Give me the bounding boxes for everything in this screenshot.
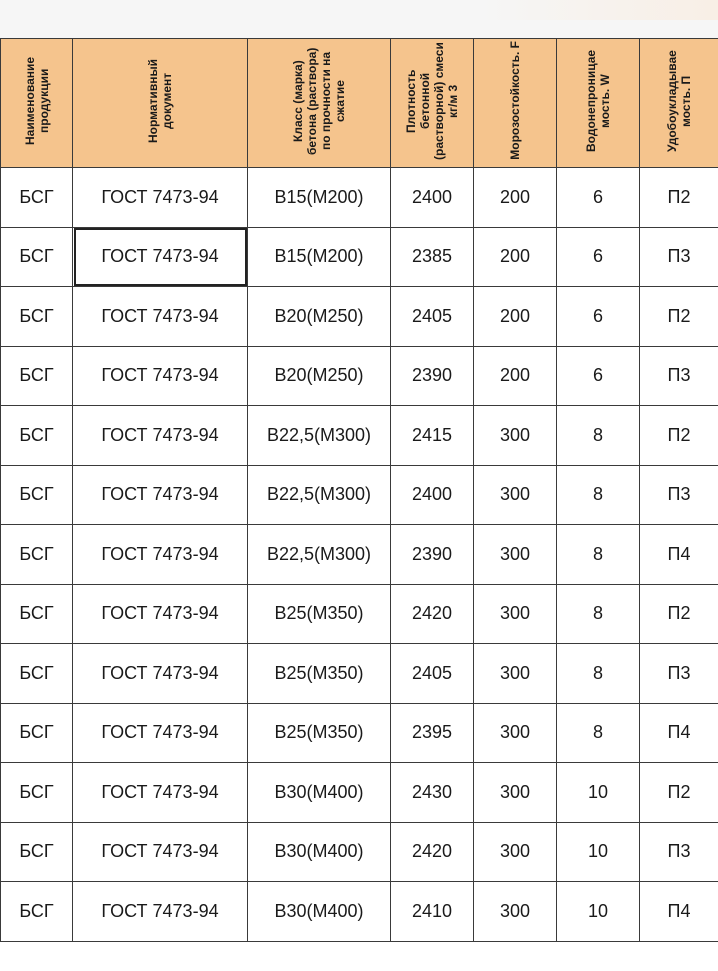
cell-strength-class[interactable]: В15(М200) [248,227,391,287]
cell-strength-class[interactable]: В22,5(М300) [248,525,391,585]
header-product-name[interactable] [1,39,73,168]
cell-workability[interactable]: П2 [640,584,718,644]
concrete-grades-table [0,38,718,942]
cell-frost-resistance[interactable]: 300 [474,465,557,525]
cell-strength-class[interactable]: В22,5(М300) [248,406,391,466]
cell-frost-resistance[interactable]: 300 [474,703,557,763]
table-row [1,644,718,704]
cell-strength-class[interactable]: В20(М250) [248,287,391,347]
cell-document[interactable]: ГОСТ 7473-94 [73,346,248,406]
cell-water-resistance[interactable]: 10 [557,882,640,942]
cell-document[interactable]: ГОСТ 7473-94 [73,763,248,823]
cell-workability[interactable]: П4 [640,525,718,585]
header-strength-class[interactable] [248,39,391,168]
header-label: Наименование продукции [22,56,51,145]
cell-strength-class[interactable]: В25(М350) [248,703,391,763]
header-label: Плотность бетонной (растворной) смеси кг/м 3 [404,41,460,160]
cell-frost-resistance[interactable]: 200 [474,168,557,228]
cell-water-resistance[interactable]: 6 [557,168,640,228]
table-row [1,346,718,406]
cell-water-resistance[interactable]: 10 [557,763,640,823]
cell-density[interactable]: 2405 [391,287,474,347]
cell-water-resistance[interactable]: 6 [557,227,640,287]
header-frost-resistance[interactable] [474,39,557,168]
header-density[interactable] [391,39,474,168]
cell-frost-resistance[interactable]: 300 [474,525,557,585]
cell-density[interactable]: 2390 [391,525,474,585]
cell-product[interactable]: БСГ [1,584,73,644]
cell-product[interactable]: БСГ [1,822,73,882]
header-row [1,39,718,168]
cell-density[interactable]: 2420 [391,584,474,644]
cell-water-resistance[interactable]: 8 [557,703,640,763]
cell-density[interactable]: 2415 [391,406,474,466]
cell-product[interactable]: БСГ [1,287,73,347]
cell-document[interactable]: ГОСТ 7473-94 [73,584,248,644]
cell-workability[interactable]: П4 [640,703,718,763]
cell-product[interactable]: БСГ [1,168,73,228]
table-row [1,465,718,525]
cell-product[interactable]: БСГ [1,525,73,585]
cell-density[interactable]: 2385 [391,227,474,287]
cell-water-resistance[interactable]: 8 [557,525,640,585]
table-row [1,882,718,942]
cell-document[interactable]: ГОСТ 7473-94 [73,168,248,228]
cell-product[interactable]: БСГ [1,644,73,704]
header-workability[interactable] [640,39,718,168]
cell-document[interactable]: ГОСТ 7473-94 [73,227,248,287]
cell-workability[interactable]: П3 [640,822,718,882]
cell-frost-resistance[interactable]: 300 [474,584,557,644]
cell-frost-resistance[interactable]: 300 [474,644,557,704]
cell-frost-resistance[interactable]: 300 [474,406,557,466]
cell-product[interactable]: БСГ [1,763,73,823]
cell-workability[interactable]: П2 [640,763,718,823]
header-label: Морозостойкость. F [508,41,522,160]
table-row [1,168,718,228]
cell-document[interactable]: ГОСТ 7473-94 [73,822,248,882]
cell-strength-class[interactable]: В30(М400) [248,763,391,823]
cell-water-resistance[interactable]: 8 [557,644,640,704]
cell-workability[interactable]: П2 [640,168,718,228]
cell-document[interactable]: ГОСТ 7473-94 [73,644,248,704]
cell-workability[interactable]: П2 [640,287,718,347]
table-row [1,584,718,644]
cell-product[interactable]: БСГ [1,703,73,763]
cell-product[interactable]: БСГ [1,346,73,406]
cell-water-resistance[interactable]: 8 [557,584,640,644]
cell-water-resistance[interactable]: 8 [557,465,640,525]
table-row [1,406,718,466]
cell-density[interactable]: 2405 [391,644,474,704]
header-water-resistance[interactable] [557,39,640,168]
cell-workability[interactable]: П3 [640,227,718,287]
cell-document[interactable]: ГОСТ 7473-94 [73,465,248,525]
cell-density[interactable]: 2390 [391,346,474,406]
cell-product[interactable]: БСГ [1,882,73,942]
table-row [1,287,718,347]
cell-workability[interactable]: П3 [640,644,718,704]
cell-frost-resistance[interactable]: 200 [474,227,557,287]
cell-density[interactable]: 2395 [391,703,474,763]
cell-water-resistance[interactable]: 8 [557,406,640,466]
cell-document[interactable]: ГОСТ 7473-94 [73,406,248,466]
cell-product[interactable]: БСГ [1,227,73,287]
table-row [1,525,718,585]
table-row [1,227,718,287]
cell-product[interactable]: БСГ [1,406,73,466]
cell-density[interactable]: 2420 [391,822,474,882]
cell-frost-resistance[interactable]: 300 [474,822,557,882]
header-label: Нормативный документ [146,58,174,143]
cell-frost-resistance[interactable]: 300 [474,763,557,823]
cell-strength-class[interactable]: В30(М400) [248,822,391,882]
cell-strength-class[interactable]: В25(М350) [248,584,391,644]
cell-workability[interactable]: П4 [640,882,718,942]
cell-workability[interactable]: П2 [640,406,718,466]
cell-frost-resistance[interactable]: 300 [474,882,557,942]
header-label: Удобоукладывае мость. П [665,49,693,152]
cell-strength-class[interactable]: В15(М200) [248,168,391,228]
cell-density[interactable]: 2430 [391,763,474,823]
toolbar-strip [0,0,718,38]
cell-water-resistance[interactable]: 6 [557,287,640,347]
table-row [1,822,718,882]
header-label: Водонепроницае мость. W [584,49,612,152]
cell-document[interactable]: ГОСТ 7473-94 [73,525,248,585]
cell-strength-class[interactable]: В30(М400) [248,882,391,942]
cell-document[interactable]: ГОСТ 7473-94 [73,287,248,347]
table-row [1,763,718,823]
cell-strength-class[interactable]: В25(М350) [248,644,391,704]
cell-density[interactable]: 2410 [391,882,474,942]
cell-strength-class[interactable]: В20(М250) [248,346,391,406]
cell-document[interactable]: ГОСТ 7473-94 [73,882,248,942]
cell-document[interactable]: ГОСТ 7473-94 [73,703,248,763]
cell-water-resistance[interactable]: 10 [557,822,640,882]
cell-product[interactable]: БСГ [1,465,73,525]
table-row [1,703,718,763]
cell-frost-resistance[interactable]: 200 [474,287,557,347]
cell-density[interactable]: 2400 [391,168,474,228]
cell-strength-class[interactable]: В22,5(М300) [248,465,391,525]
cell-density[interactable]: 2400 [391,465,474,525]
cell-frost-resistance[interactable]: 200 [474,346,557,406]
cell-workability[interactable]: П3 [640,346,718,406]
cell-workability[interactable]: П3 [640,465,718,525]
cell-water-resistance[interactable]: 6 [557,346,640,406]
header-normative-document[interactable] [73,39,248,168]
header-label: Класс (марка) бетона (раствора) по прочности на сжатие [291,46,347,155]
